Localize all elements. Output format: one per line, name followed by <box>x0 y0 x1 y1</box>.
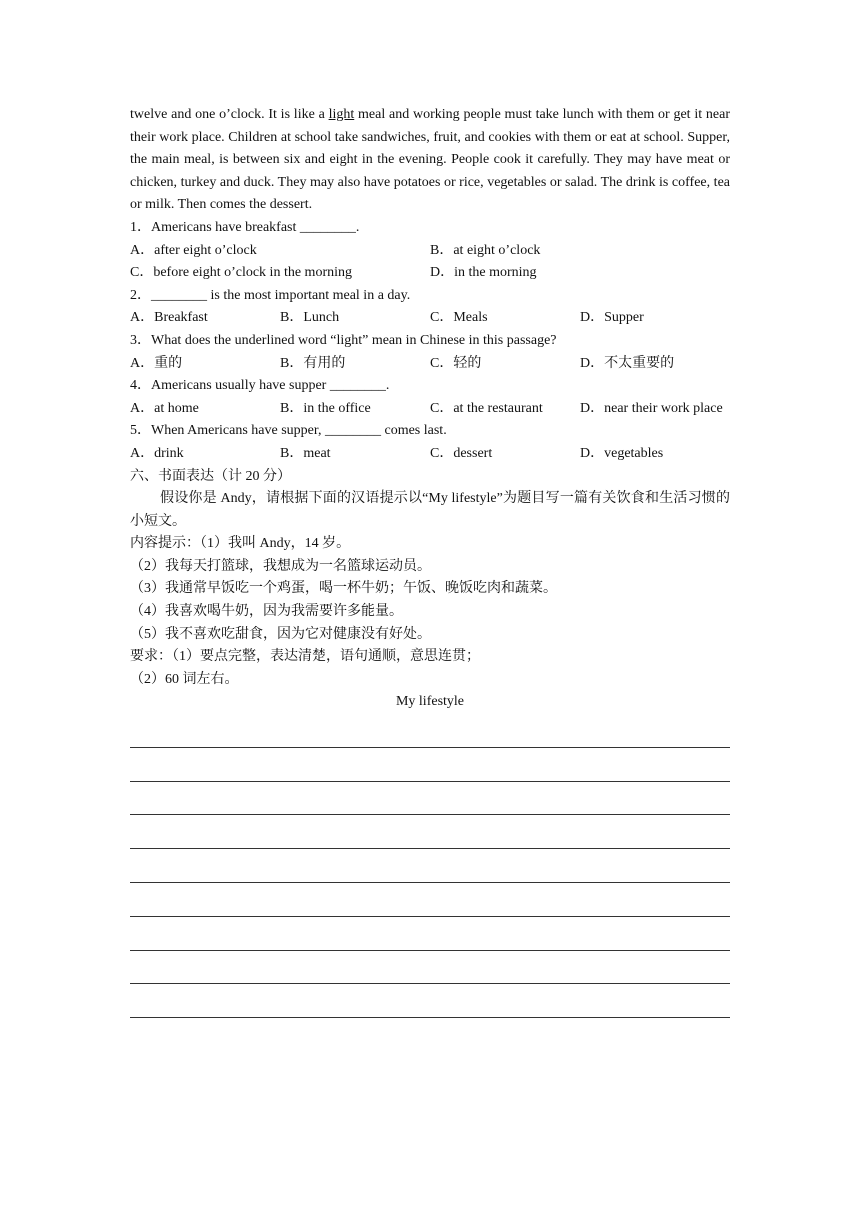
writing-requirement-2: （2）60 词左右。 <box>130 671 239 687</box>
question-3-option-b[interactable]: B．有用的 <box>280 355 346 371</box>
question-1-options-row-1 <box>130 240 730 263</box>
answer-line[interactable] <box>130 849 730 883</box>
question-2-option-c[interactable]: C．Meals <box>430 310 488 326</box>
question-2-option-d[interactable]: D．Supper <box>580 310 644 326</box>
reading-passage <box>130 104 730 217</box>
question-2-stem: 2．________ is the most important meal in a day. <box>130 287 411 303</box>
answer-line[interactable] <box>130 951 730 985</box>
question-3-option-a[interactable]: A．重的 <box>130 355 183 371</box>
writing-hint-2: （2）我每天打篮球，我想成为一名篮球运动员。 <box>130 558 431 574</box>
question-1-stem: 1．Americans have breakfast ________. <box>130 219 360 235</box>
writing-hint-3: （3）我通常早饭吃一个鸡蛋，喝一杯牛奶；午饭、晚饭吃肉和蔬菜。 <box>130 581 557 597</box>
answer-line[interactable] <box>130 984 730 1018</box>
writing-section-title: 六、书面表达（计 20 分） <box>130 468 291 484</box>
question-3-option-d[interactable]: D．不太重要的 <box>580 355 675 371</box>
question-3-option-c[interactable]: C．轻的 <box>430 355 482 371</box>
question-2-option-a[interactable]: A．Breakfast <box>130 310 208 326</box>
question-1-options-row-2 <box>130 262 730 285</box>
question-5-option-d[interactable]: D．vegetables <box>580 445 664 461</box>
question-5-option-c[interactable]: C．dessert <box>430 445 493 461</box>
answer-line[interactable] <box>130 714 730 748</box>
passage-text-start: twelve and one o’clock. It is like a <box>130 107 329 122</box>
question-4-option-d[interactable]: D．near their work place <box>580 400 723 416</box>
writing-prompt: 假设你是 Andy，请根据下面的汉语提示以“My lifestyle”为题目写一篇有关饮食和生活习惯的小短文。 <box>130 491 730 529</box>
passage-text-end: meal and working people must take lunch with them or get it near their work place. Children at school take sandwiches, fruit, and cookies with them or eat at school. Supper, the main meal, is between six and eight in the evening. People cook it carefully. They may have meat or chicken, turkey and duck. They may also have potatoes or rice, vegetables or salad. The drink is coffee, tea or milk. Then comes the dessert. <box>130 107 730 213</box>
answer-line[interactable] <box>130 782 730 816</box>
answer-lines <box>130 714 730 1018</box>
question-1-option-a[interactable]: A．after eight o’clock <box>130 242 257 258</box>
question-2-option-b[interactable]: B．Lunch <box>280 310 340 326</box>
worksheet-content <box>130 104 730 1018</box>
question-1-option-c[interactable]: C．before eight o’clock in the morning <box>130 265 352 281</box>
question-4-option-b[interactable]: B．in the office <box>280 400 371 416</box>
question-4-option-a[interactable]: A．at home <box>130 400 199 416</box>
answer-line[interactable] <box>130 748 730 782</box>
answer-line[interactable] <box>130 883 730 917</box>
answer-line[interactable] <box>130 917 730 951</box>
question-3-stem: 3．What does the underlined word “light” mean in Chinese in this passage? <box>130 332 557 348</box>
question-4-options <box>130 398 730 421</box>
question-4-stem: 4．Americans usually have supper ________. <box>130 378 390 394</box>
writing-hint-1: 内容提示：（1）我叫 Andy，14 岁。 <box>130 536 351 552</box>
question-5-stem: 5．When Americans have supper, ________ comes last. <box>130 423 447 439</box>
question-5-option-b[interactable]: B．meat <box>280 445 331 461</box>
writing-requirement-1: 要求：（1）要点完整，表达清楚，语句通顺，意思连贯； <box>130 649 480 665</box>
question-1-option-b[interactable]: B．at eight o’clock <box>430 242 541 258</box>
question-3-options <box>130 353 730 376</box>
question-5-option-a[interactable]: A．drink <box>130 445 184 461</box>
essay-title: My lifestyle <box>395 694 465 710</box>
underlined-word-light: light <box>328 107 355 122</box>
answer-line[interactable] <box>130 815 730 849</box>
writing-hint-5: （5）我不喜欢吃甜食，因为它对健康没有好处。 <box>130 626 431 642</box>
question-5-options <box>130 443 730 466</box>
question-4-option-c[interactable]: C．at the restaurant <box>430 400 543 416</box>
question-2-options <box>130 307 730 330</box>
writing-hint-4: （4）我喜欢喝牛奶，因为我需要许多能量。 <box>130 604 403 620</box>
question-1-option-d[interactable]: D．in the morning <box>430 265 537 281</box>
